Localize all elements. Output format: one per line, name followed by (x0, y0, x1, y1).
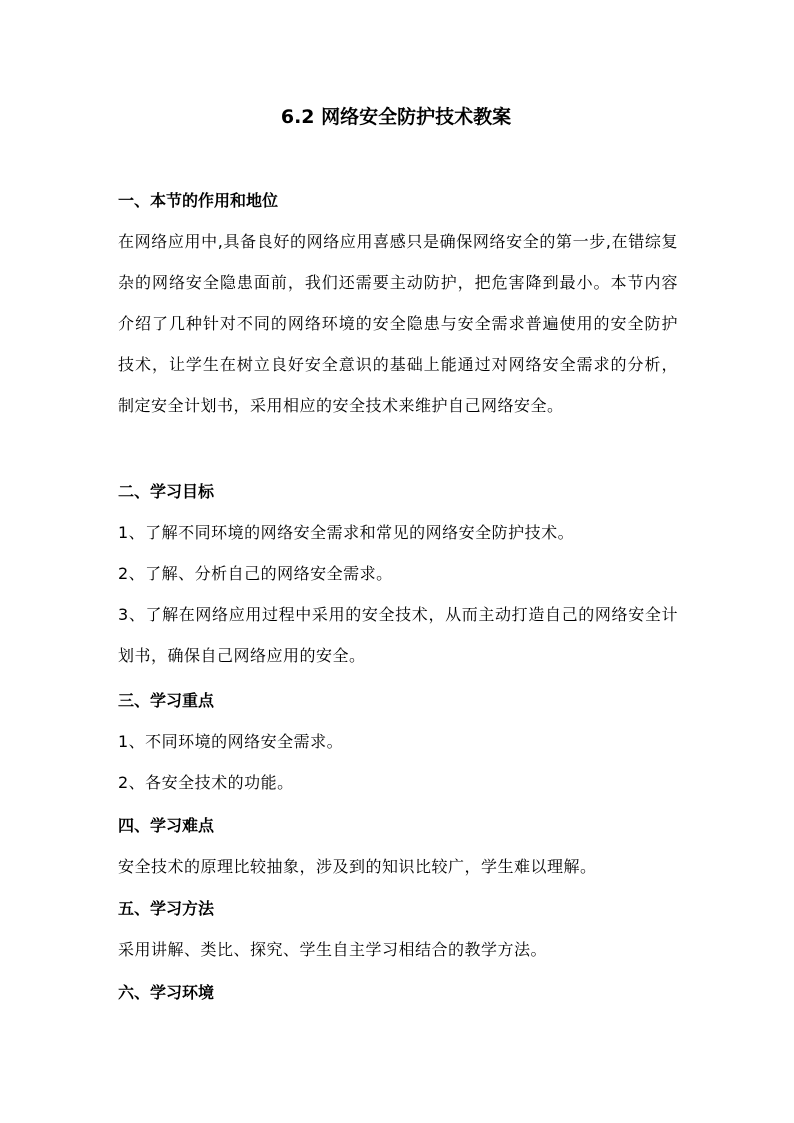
section-heading: 三、学习重点 (118, 691, 215, 710)
section-paragraph: 在网络应用中,具备良好的网络应用喜感只是确保网络安全的第一步,在错综复杂的网络安全隐患面前，我们还需要主动防护，把危害降到最小。本节内容介绍了几种针对不同的网络环境的安全隐患与安全需求普遍使用的安全防护技术，让学生在树立良好安全意识的基础上能通过对网络安全需求的分析，制定安全计划书，采用相应的安全技术来维护自己网络安全。 (118, 232, 678, 415)
section-role-and-position (118, 180, 678, 426)
list-item: 2、了解、分析自己的网络安全需求。 (118, 564, 393, 583)
document-title: 6.2 网络安全防护技术教案 (280, 106, 512, 128)
section-learning-environment (118, 972, 678, 1013)
list-item: 1、不同环境的网络安全需求。 (118, 732, 344, 751)
section-paragraph: 采用讲解、类比、探究、学生自主学习相结合的教学方法。 (118, 940, 548, 959)
list-item: 2、各安全技术的功能。 (118, 773, 294, 792)
section-heading: 六、学习环境 (118, 983, 215, 1002)
section-paragraph: 安全技术的原理比较抽象，涉及到的知识比较广，学生难以理解。 (118, 857, 597, 876)
section-heading: 五、学习方法 (118, 899, 215, 918)
list-item: 1、了解不同环境的网络安全需求和常见的网络安全防护技术。 (118, 523, 575, 542)
section-heading: 四、学习难点 (118, 816, 215, 835)
section-heading: 一、本节的作用和地位 (118, 191, 279, 210)
list-item: 3、了解在网络应用过程中采用的安全技术，从而主动打造自己的网络安全计划书，确保自己网络应用的安全。 (118, 605, 678, 665)
section-learning-methods (118, 888, 678, 970)
section-difficulties (118, 805, 678, 887)
section-heading: 二、学习目标 (118, 482, 215, 501)
section-key-points (118, 680, 678, 803)
section-learning-objectives (118, 471, 678, 676)
